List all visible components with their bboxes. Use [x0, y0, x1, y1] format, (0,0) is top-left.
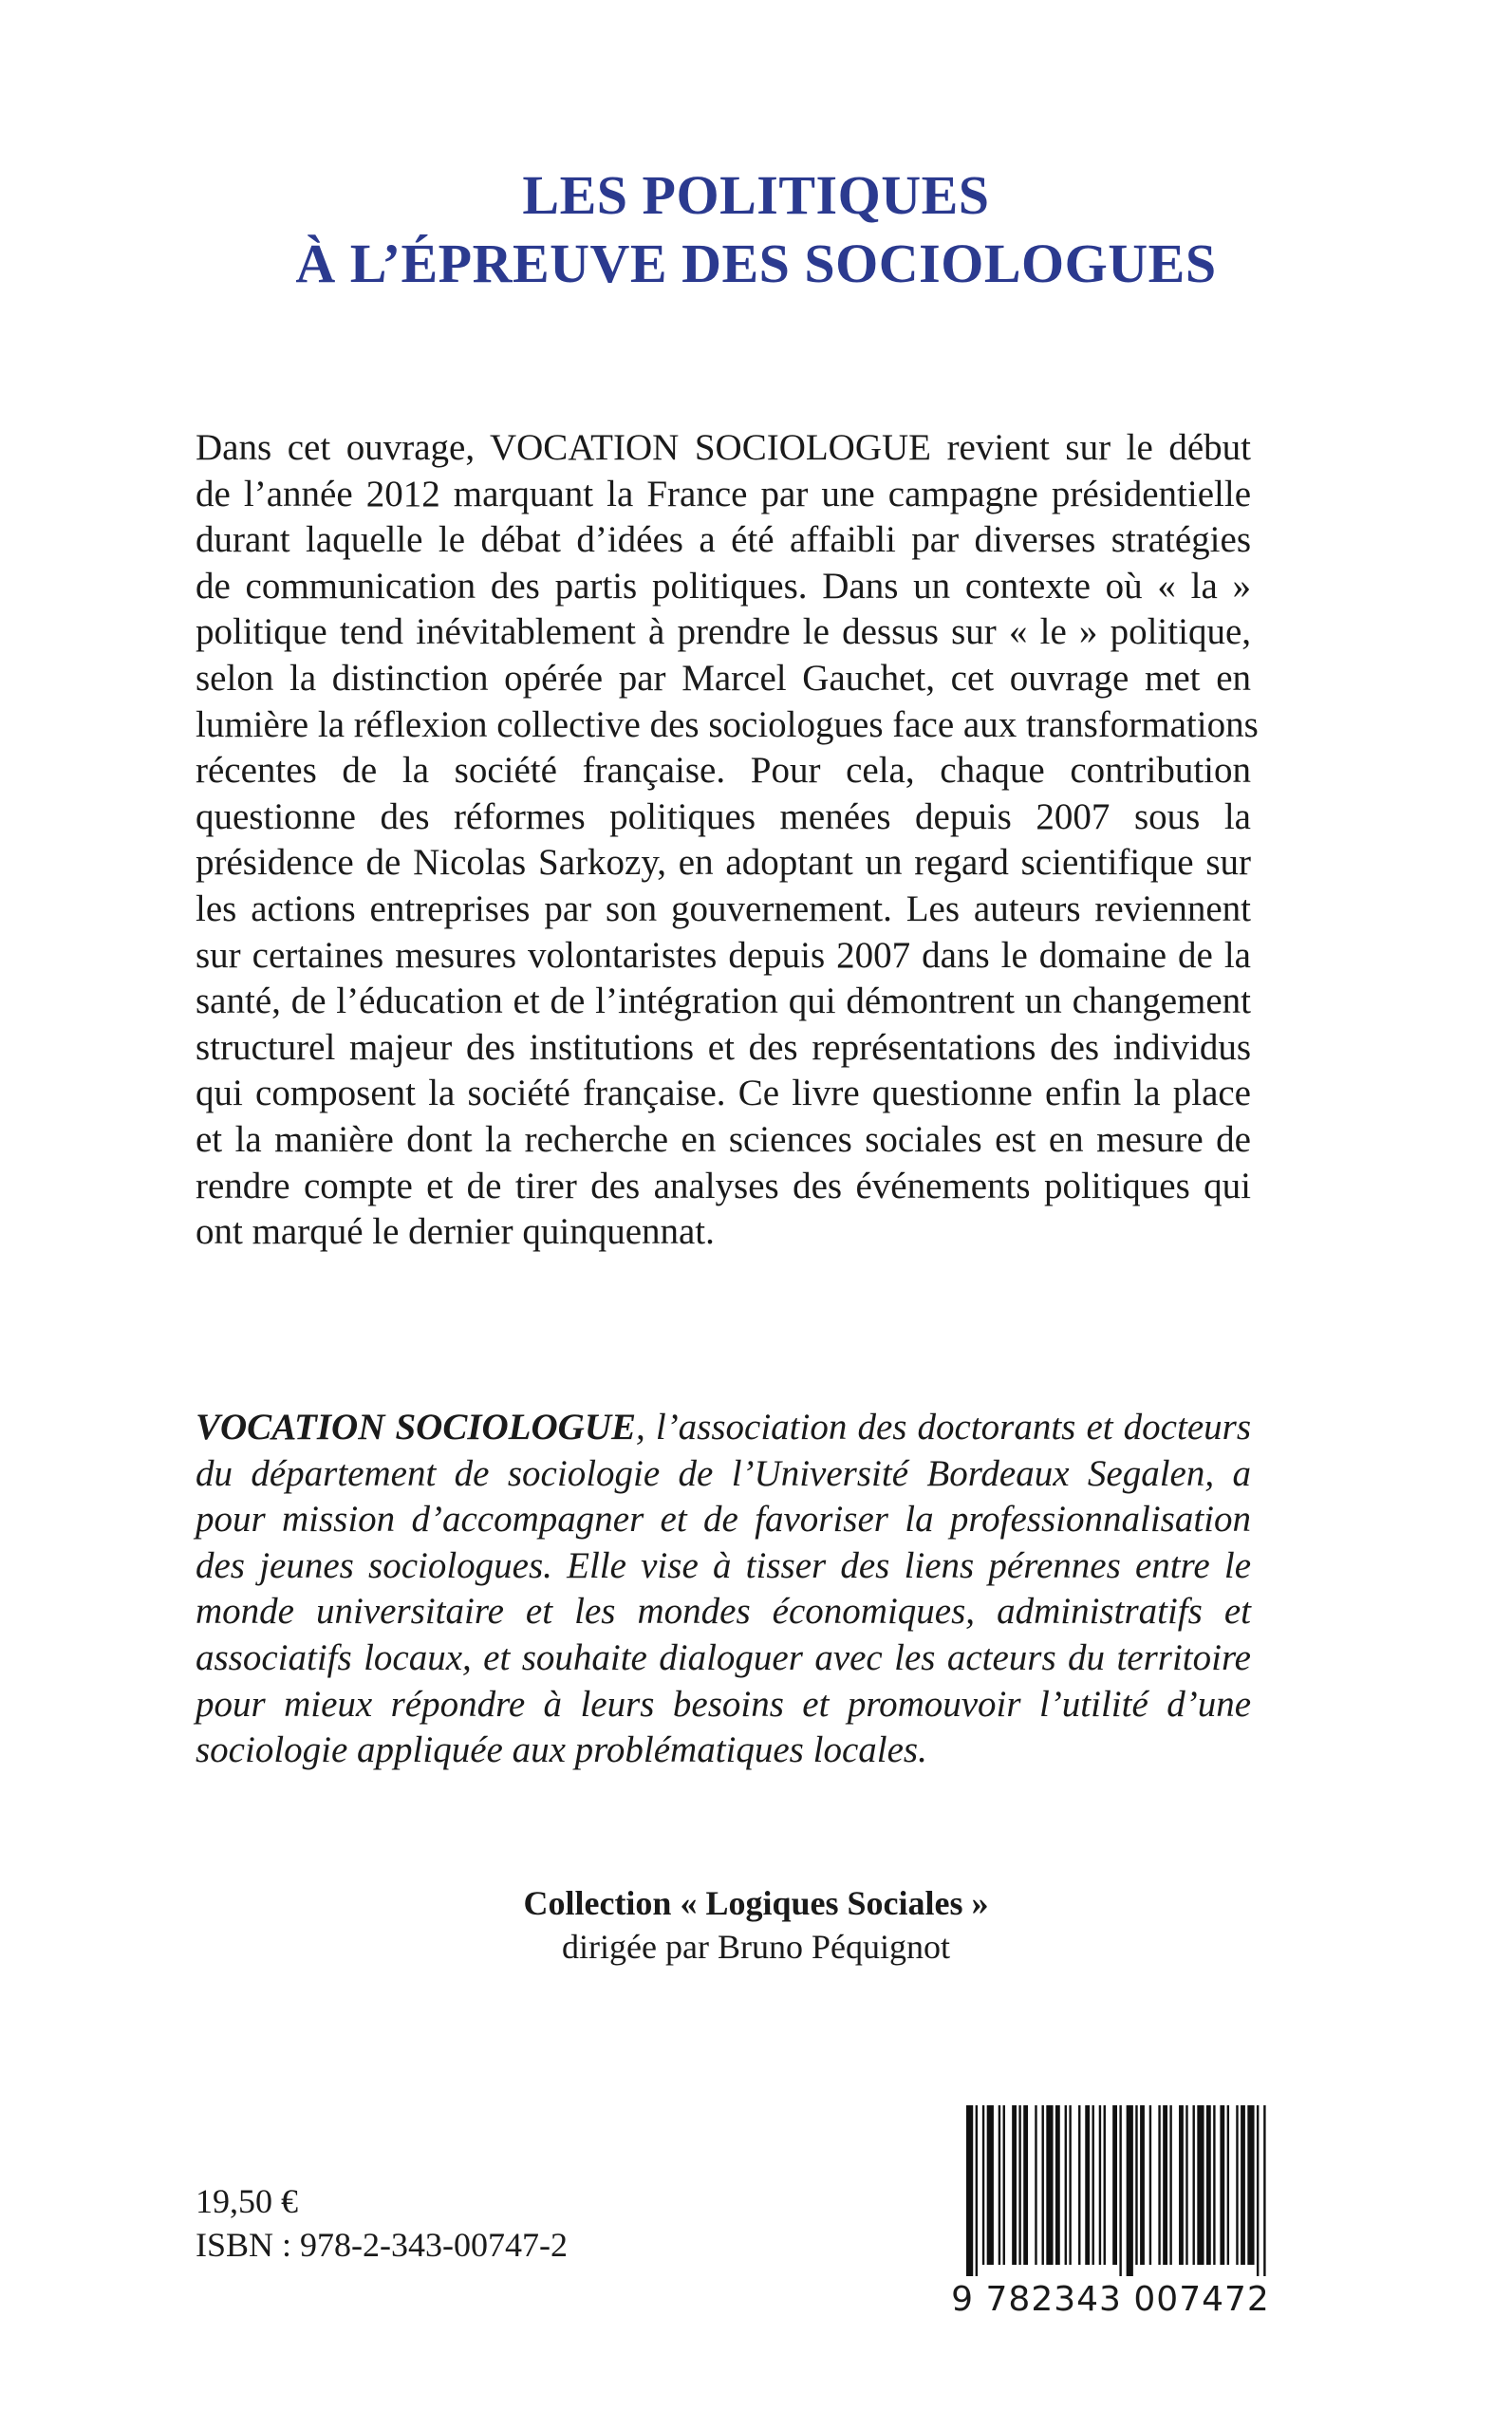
barcode-bar	[1213, 2105, 1215, 2265]
isbn: ISBN : 978-2-343-00747-2	[196, 2226, 568, 2264]
barcode-bar	[1241, 2105, 1245, 2265]
barcode-bar	[1104, 2105, 1106, 2265]
barcode-bar	[1003, 2105, 1005, 2265]
about-line: sociologie appliquée aux problématiques locales.	[196, 1729, 927, 1771]
about-line: monde universitaire et les mondes économiques, administratifs et	[196, 1591, 1251, 1633]
summary-line: présidence de Nicolas Sarkozy, en adoptant un regard scientifique sur	[196, 842, 1251, 884]
barcode-bar	[1112, 2105, 1117, 2265]
summary-line: qui composent la société française. Ce livre questionne enfin la place	[196, 1073, 1251, 1114]
barcode-bar	[1227, 2105, 1229, 2265]
barcode-bars	[966, 2105, 1268, 2276]
barcode-digits: 9 782343 007472	[951, 2280, 1270, 2319]
title-line-1: LES POLITIQUES	[522, 164, 990, 226]
barcode-bar	[1092, 2105, 1094, 2265]
barcode-bar	[1085, 2105, 1090, 2265]
barcode-bar	[1018, 2105, 1020, 2265]
summary-line: selon la distinction opérée par Marcel Gauchet, cet ouvrage met en	[196, 657, 1251, 699]
summary-line: politique tend inévitablement à prendre le dessus sur « le » politique,	[196, 611, 1251, 653]
barcode-bar	[1158, 2105, 1160, 2265]
barcode-bar	[1099, 2105, 1101, 2265]
book-title	[0, 161, 1512, 298]
barcode-bar	[1065, 2105, 1067, 2265]
summary-line: de l’année 2012 marquant la France par une campagne présidentielle	[196, 473, 1251, 514]
barcode-bar	[1042, 2105, 1044, 2265]
barcode-bar	[1179, 2105, 1184, 2265]
summary-line: lumière la réflexion collective des sociologues face aux transformations	[196, 703, 1259, 745]
summary-line: structurel majeur des institutions et des représentations des individus	[196, 1026, 1251, 1068]
about-line: du département de sociologie de l’Université Bordeaux Segalen, a	[196, 1452, 1251, 1494]
author-description	[196, 1405, 1251, 1774]
summary-line: récentes de la société française. Pour cela, chaque contribution	[196, 750, 1251, 792]
barcode-bar	[1263, 2105, 1265, 2276]
barcode-bar	[1046, 2105, 1053, 2265]
barcode-bar	[1069, 2105, 1071, 2265]
barcode-bar	[1149, 2105, 1151, 2265]
barcode-bar	[1206, 2105, 1211, 2265]
collection-info	[0, 1881, 1512, 1969]
summary-line: questionne des réformes politiques menées depuis 2007 sous la	[196, 795, 1251, 837]
about-line: des jeunes sociologues. Elle vise à tisser des liens pérennes entre le	[196, 1544, 1251, 1586]
author-name: VOCATION SOCIOLOGUE	[196, 1407, 637, 1448]
barcode-bar	[1035, 2105, 1036, 2265]
summary-line: sur certaines mesures volontaristes depuis 2007 dans le domaine de la	[196, 934, 1251, 976]
barcode-bar	[1163, 2105, 1167, 2265]
barcode-bar	[1257, 2105, 1259, 2276]
summary-line: les actions entreprises par son gouvernement. Les auteurs reviennent	[196, 887, 1251, 929]
barcode-bar	[982, 2105, 984, 2265]
about-line-rest: , l’association des doctorants et docteurs	[636, 1407, 1251, 1448]
summary-line: et la manière dont la recherche en sciences sociales est en mesure de	[196, 1118, 1251, 1160]
barcode-icon	[966, 2105, 1268, 2305]
book-summary	[196, 425, 1259, 1256]
barcode-bar	[1185, 2105, 1187, 2265]
barcode-bar	[1023, 2105, 1028, 2265]
barcode-bar	[1012, 2105, 1017, 2265]
price-block	[196, 2179, 568, 2267]
about-line: pour mieux répondre à leurs besoins et promouvoir l’utilité d’une	[196, 1683, 1251, 1725]
barcode-bar	[1135, 2105, 1137, 2265]
barcode-bar	[966, 2105, 973, 2276]
summary-line: durant laquelle le débat d’idées a été affaibli par diverses stratégies	[196, 519, 1251, 561]
summary-line: ont marqué le dernier quinquennat.	[196, 1211, 715, 1253]
about-line: associatifs locaux, et souhaite dialoguer avec les acteurs du territoire	[196, 1636, 1251, 1678]
barcode-bar	[999, 2105, 1000, 2265]
barcode-bar	[1169, 2105, 1171, 2265]
barcode-bar	[1197, 2105, 1204, 2265]
barcode-bar	[1236, 2105, 1238, 2265]
barcode-bar	[1127, 2105, 1133, 2276]
about-line	[196, 1405, 1251, 1451]
barcode-bar	[976, 2105, 978, 2276]
barcode-bar	[1193, 2105, 1195, 2265]
collection-director: dirigée par Bruno Péquignot	[562, 1928, 950, 1966]
summary-line: santé, de l’éducation et de l’intégration qui démontrent un changement	[196, 981, 1251, 1022]
collection-name: Collection « Logiques Sociales »	[523, 1884, 989, 1922]
barcode-bar	[1247, 2105, 1254, 2265]
summary-line: Dans cet ouvrage, VOCATION SOCIOLOGUE revient sur le début	[196, 427, 1251, 468]
barcode-bar	[987, 2105, 994, 2265]
title-line-2: À L’ÉPREUVE DES SOCIOLOGUES	[295, 233, 1217, 294]
summary-line: de communication des partis politiques. Dans un contexte où « la »	[196, 565, 1251, 607]
barcode-bar	[1220, 2105, 1224, 2265]
about-line: pour mission d’accompagner et de favoriser la professionnalisation	[196, 1499, 1251, 1541]
barcode-bar	[1078, 2105, 1080, 2265]
barcode-bar	[1119, 2105, 1121, 2276]
barcode-bar	[1055, 2105, 1060, 2265]
barcode-bar	[1140, 2105, 1145, 2265]
summary-line: rendre compte et de tirer des analyses des événements politiques qui	[196, 1165, 1251, 1206]
price: 19,50 €	[196, 2182, 298, 2220]
